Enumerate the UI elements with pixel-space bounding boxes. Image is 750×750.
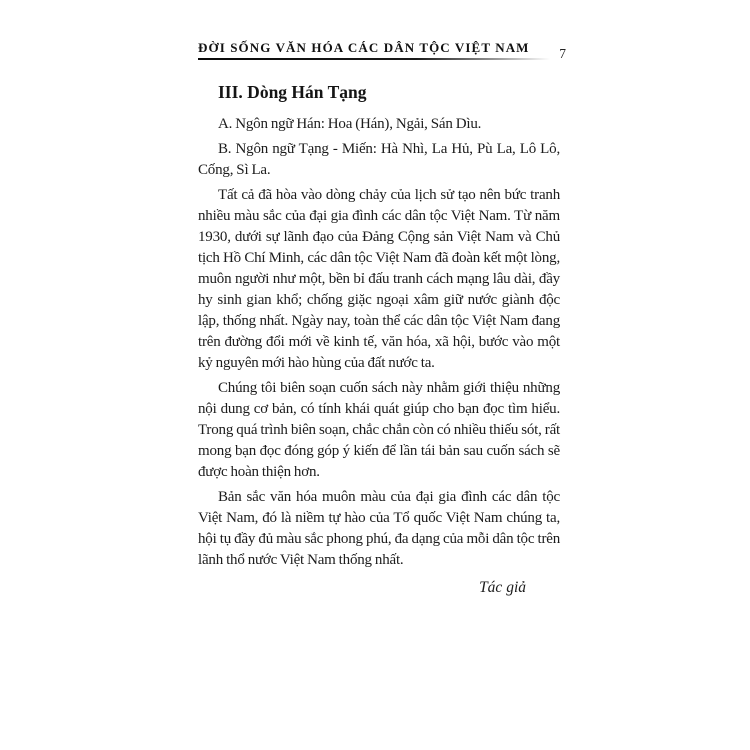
paragraph-body-3: Bản sắc văn hóa muôn màu của đại gia đình các dân tộc Việt Nam, đó là niềm tự hào của Tổ quốc Việt Nam chúng ta, hội tụ đầy đủ màu sắc phong phú, đa dạng của mỗi dân tộc trên lãnh thổ nước Việt Nam thống nhất. — [198, 489, 560, 568]
page-content — [198, 40, 566, 598]
paragraph-body-2: Chúng tôi biên soạn cuốn sách này nhằm giới thiệu những nội dung cơ bản, có tính khái quát giúp cho bạn đọc tìm hiểu. Trong quá trình biên soạn, chắc chắn còn có nhiều thiếu sót, rất mong bạn đọc đóng góp ý kiến để lần tái bản sau cuốn sách sẽ được hoàn thiện hơn. — [198, 380, 560, 480]
running-header-title: ĐỜI SỐNG VĂN HÓA CÁC DÂN TỘC VIỆT NAM — [198, 40, 530, 55]
page-number: 7 — [559, 46, 566, 61]
paragraph-body-1: Tất cả đã hòa vào dòng chảy của lịch sử tạo nên bức tranh nhiều màu sắc của đại gia đình các dân tộc Việt Nam. Từ năm 1930, dưới sự lãnh đạo của Đảng Cộng sản Việt Nam và Chủ tịch Hồ Chí Minh, các dân tộc Việt Nam đã đoàn kết một lòng, muôn người như một, bền bỉ đấu tranh cách mạng lâu dài, đầy hy sinh gian khổ; chống giặc ngoại xâm giữ nước giành độc lập, thống nhất. Ngày nay, toàn thể các dân tộc Việt Nam đang trên đường đổi mới về kinh tế, văn hóa, xã hội, bước vào một kỷ nguyên mới hào hùng của đất nước ta. — [198, 187, 560, 371]
running-header — [198, 40, 566, 61]
paragraph-language-list-b: B. Ngôn ngữ Tạng - Miến: Hà Nhì, La Hủ, Pù La, Lô Lô, Cống, Sì La. — [198, 141, 560, 178]
header-rule-divider — [198, 58, 550, 60]
section-heading: III. Dòng Hán Tạng — [218, 82, 367, 102]
paragraph-language-list-a: A. Ngôn ngữ Hán: Hoa (Hán), Ngải, Sán Dìu. — [218, 116, 482, 132]
author-signature: Tác giả — [479, 579, 526, 596]
